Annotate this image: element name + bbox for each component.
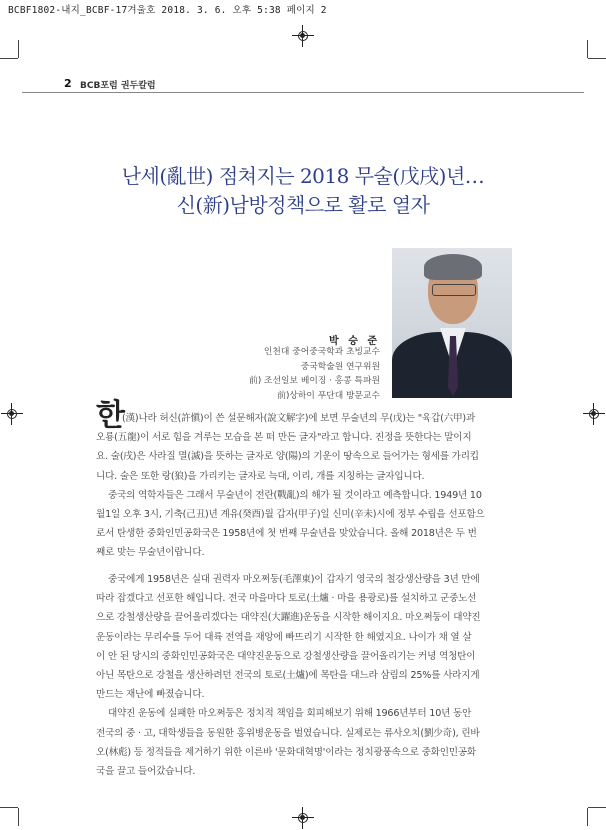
body-paragraph-1 bbox=[96, 409, 504, 563]
body-line: 오(林彪) 등 정적들을 제거하기 위한 이른바 '문화대혁명'이라는 정치광풍속으로 중화인민공화 bbox=[96, 746, 476, 758]
body-line: 국을 끌고 들어갔습니다. bbox=[96, 766, 196, 778]
author-name: 박 승 준 bbox=[329, 336, 380, 347]
article-title-line2: 신(新)남방정책으로 활로 열자 bbox=[176, 193, 430, 217]
body-line: 만드는 재난에 빠졌습니다. bbox=[96, 689, 205, 701]
body-line: 아닌 목탄으로 강철을 생산하려던 전국의 토로(土爐)에 목탄을 대느라 삼림의 25%를 사라지게 bbox=[96, 670, 480, 682]
body-line: (漢)나라 허신(許愼)이 쓴 설문해자(說文解字)에 보면 무술년의 무(戊)는 "육갑(六甲)과 bbox=[122, 413, 476, 424]
header-rule bbox=[22, 92, 584, 93]
author-title: 중국학술원 연구위원 bbox=[300, 361, 380, 372]
body-line: 오룡(五龍)이 서로 힘을 겨루는 모습을 본 떠 만든 글자"라고 합니다. 진정을 뜻한다는 말이지 bbox=[96, 432, 472, 444]
body-line: 으로 강철생산량을 끌어올리겠다는 대약진(大躍進)운동을 시작한 해이지요. 마오쩌둥이 대약진 bbox=[96, 612, 481, 624]
registration-mark-left bbox=[6, 408, 18, 420]
page-number: 2 bbox=[64, 77, 72, 90]
author-photo bbox=[392, 248, 512, 398]
body-paragraph-3 bbox=[96, 570, 504, 781]
body-line: 중국의 역학자들은 그래서 무술년이 전란(戰亂)의 해가 될 것이라고 예측합니다. 1949년 10 bbox=[108, 489, 482, 501]
body-line: 로서 탄생한 중화인민공화국은 1958년에 첫 번째 무술년을 맞았습니다. 올해 2018년은 두 번 bbox=[96, 528, 477, 540]
body-line: 째로 맞는 무술년이랍니다. bbox=[96, 547, 205, 559]
print-slug: BCBF1802-내지_BCBF-17겨울호 2018. 3. 6. 오후 5:38 페이지 2 bbox=[8, 5, 327, 16]
body-line: 대약진 운동에 실패한 마오쩌둥은 정치적 책임을 회피해보기 위해 1966년부터 10년 동안 bbox=[108, 708, 472, 720]
registration-mark-top bbox=[297, 30, 309, 42]
registration-mark-bottom bbox=[297, 812, 309, 824]
body-line: 전국의 중 · 고, 대학생들을 동원한 홍위병운동을 벌였습니다. 실제로는 류사오치(劉少奇), 린바 bbox=[96, 727, 480, 739]
section-label: BCB포럼 권두칼럼 bbox=[80, 81, 156, 91]
article-title-line1: 난세(亂世) 점쳐지는 2018 무술(戊戌)년… bbox=[121, 164, 485, 188]
author-title: 인천대 중어중국학과 초빙교수 bbox=[263, 347, 380, 357]
drop-cap: 한 bbox=[96, 398, 125, 433]
body-line: 요. 술(戌)은 사라질 멸(滅)을 뜻하는 글자로 양(陽)의 기운이 땅속으로 들어가는 형세를 가리킵 bbox=[96, 451, 479, 463]
author-title: 前) 조선일보 베이징 · 홍콩 특파원 bbox=[249, 376, 380, 386]
body-line: 중국에게 1958년은 실대 권력자 마오쩌둥(毛澤東)이 갑자기 영국의 철강생산량을 3년 만에 bbox=[108, 574, 480, 585]
registration-mark-right bbox=[588, 408, 600, 420]
body-line: 이 안 된 당시의 중화인민공화국은 대약진운동으로 강철생산량을 끌어올리기는 커녕 역청탄이 bbox=[96, 650, 476, 662]
body-line: 니다. 술은 또한 랑(狼)을 가리키는 글자로 늑대, 이리, 개를 지칭하는 글자입니다. bbox=[96, 470, 425, 482]
author-title: 前)상하이 푸단대 방문교수 bbox=[277, 390, 380, 401]
body-line: 운동이라는 무리수를 두어 대륙 전역을 재앙에 빠뜨리기 시작한 한 해였지요. 나이가 채 열 살 bbox=[96, 631, 472, 643]
body-line: 따라 잡겠다고 선포한 해입니다. 전국 마을마다 토로(土爐 · 마을 용광로)를 설치하고 군중노선 bbox=[96, 593, 477, 605]
body-line: 월1일 오후 3시, 기축(己丑)년 계유(癸酉)월 갑자(甲子)일 신미(辛未)시에 정부 수립을 선포함으 bbox=[96, 509, 485, 521]
